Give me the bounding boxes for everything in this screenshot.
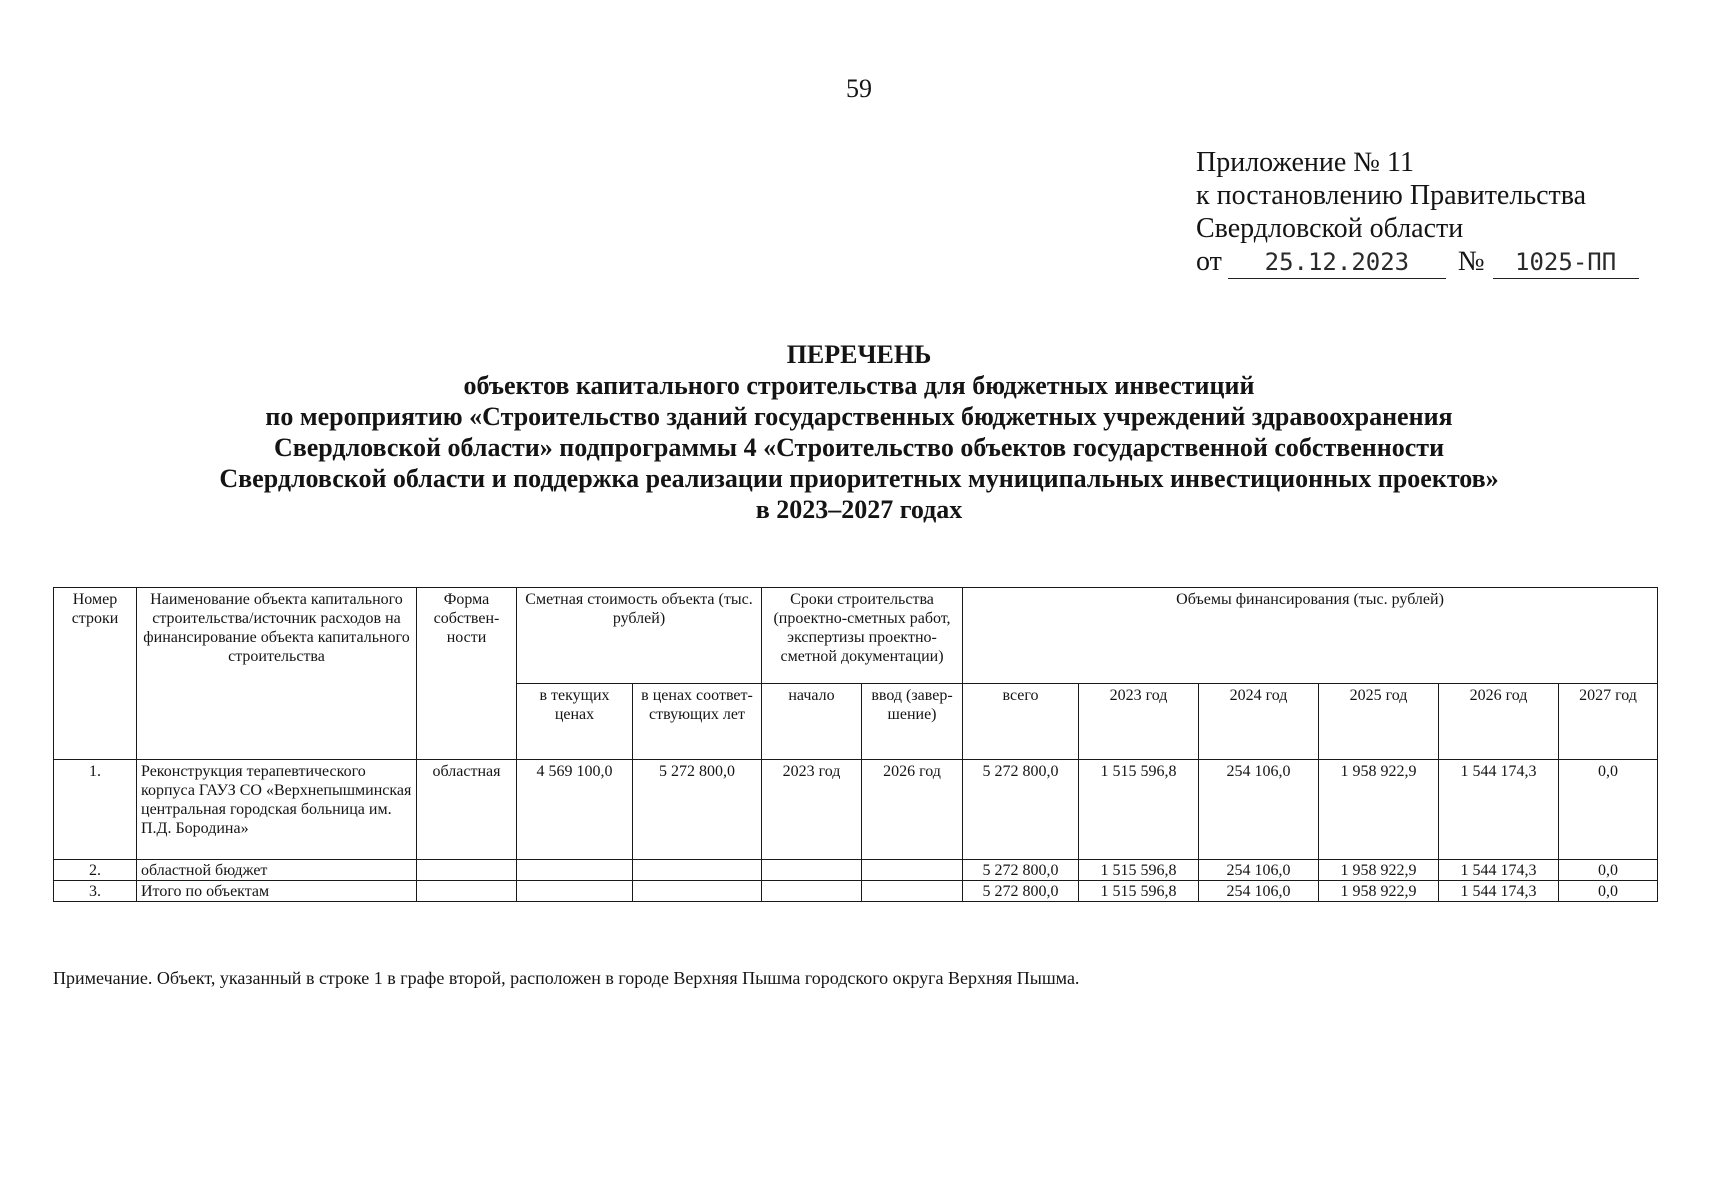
title-line-4: Свердловской области и поддержка реализации приоритетных муниципальных инвестиционных проектов» [219, 464, 1499, 493]
cell-2027: 0,0 [1559, 881, 1658, 902]
appendix-block [1196, 146, 1639, 279]
header-construction-period: Сроки строительства (проектно-сметных работ, экспертизы проектно-сметной документации) [762, 588, 963, 684]
cell-ownership [417, 860, 517, 881]
table-row [54, 881, 1658, 902]
cell-2026: 1 544 174,3 [1439, 760, 1559, 860]
cell-name: Итого по объектам [137, 881, 417, 902]
header-2026: 2026 год [1439, 684, 1559, 760]
cell-num: 3. [54, 881, 137, 902]
header-cost-respective: в ценах соответ-ствующих лет [633, 684, 762, 760]
header-2025: 2025 год [1319, 684, 1439, 760]
cell-2025: 1 958 922,9 [1319, 860, 1439, 881]
cell-num: 2. [54, 860, 137, 881]
from-label: от [1196, 246, 1222, 277]
cell-start [762, 881, 862, 902]
title-heading: ПЕРЕЧЕНЬ [786, 340, 932, 369]
cell-2024: 254 106,0 [1199, 881, 1319, 902]
header-2023: 2023 год [1079, 684, 1199, 760]
header-financing: Объемы финансирования (тыс. рублей) [963, 588, 1658, 684]
header-start: начало [762, 684, 862, 760]
cell-cost-current [517, 881, 633, 902]
header-2024: 2024 год [1199, 684, 1319, 760]
appendix-title: Приложение № 11 [1196, 147, 1414, 178]
objects-table [53, 587, 1658, 902]
resolution-number: 1025-ПП [1493, 248, 1639, 279]
cell-start: 2023 год [762, 760, 862, 860]
header-completion: ввод (завер-шение) [862, 684, 963, 760]
table-row [54, 860, 1658, 881]
title-line-1: объектов капитального строительства для бюджетных инвестиций [463, 371, 1255, 400]
appendix-region: Свердловской области [1196, 213, 1464, 244]
cell-num: 1. [54, 760, 137, 860]
appendix-resolution: к постановлению Правительства [1196, 180, 1587, 211]
cell-cost-current: 4 569 100,0 [517, 760, 633, 860]
cell-cost-current [517, 860, 633, 881]
cell-2027: 0,0 [1559, 860, 1658, 881]
cell-cost-respective [633, 881, 762, 902]
cell-2027: 0,0 [1559, 760, 1658, 860]
cell-start [762, 860, 862, 881]
cell-name: областной бюджет [137, 860, 417, 881]
cell-2023: 1 515 596,8 [1079, 760, 1199, 860]
cell-2024: 254 106,0 [1199, 860, 1319, 881]
cell-completion [862, 881, 963, 902]
header-2027: 2027 год [1559, 684, 1658, 760]
header-total: всего [963, 684, 1079, 760]
header-ownership: Форма собствен-ности [417, 588, 517, 760]
footnote: Примечание. Объект, указанный в строке 1 в графе второй, расположен в городе Верхняя Пышма городского округа Верхняя Пышма. [53, 968, 1080, 988]
cell-cost-respective [633, 860, 762, 881]
resolution-date: 25.12.2023 [1228, 248, 1446, 279]
cell-total: 5 272 800,0 [963, 760, 1079, 860]
cell-2026: 1 544 174,3 [1439, 881, 1559, 902]
number-label: № [1457, 246, 1485, 277]
cell-total: 5 272 800,0 [963, 881, 1079, 902]
document-title [0, 339, 1718, 525]
page-number: 59 [846, 74, 872, 103]
cell-name: Реконструкция терапевтического корпуса ГАУЗ СО «Верхнепышминская центральная городская больница им. П.Д. Бородина» [137, 760, 417, 860]
title-line-5: в 2023–2027 годах [755, 495, 963, 524]
cell-2023: 1 515 596,8 [1079, 860, 1199, 881]
cell-completion [862, 860, 963, 881]
header-row-number: Номер строки [54, 588, 137, 760]
title-line-3: Свердловской области» подпрограммы 4 «Строительство объектов государственной собственности [273, 433, 1445, 462]
cell-2025: 1 958 922,9 [1319, 881, 1439, 902]
cell-ownership [417, 881, 517, 902]
title-line-2: по мероприятию «Строительство зданий государственных бюджетных учреждений здравоохранения [265, 402, 1453, 431]
table-row [54, 760, 1658, 860]
cell-2026: 1 544 174,3 [1439, 860, 1559, 881]
header-cost-current: в текущих ценах [517, 684, 633, 760]
cell-2024: 254 106,0 [1199, 760, 1319, 860]
cell-completion: 2026 год [862, 760, 963, 860]
cell-2023: 1 515 596,8 [1079, 881, 1199, 902]
cell-ownership: областная [417, 760, 517, 860]
cell-cost-respective: 5 272 800,0 [633, 760, 762, 860]
cell-2025: 1 958 922,9 [1319, 760, 1439, 860]
appendix-date-line [1196, 245, 1639, 279]
header-object-name: Наименование объекта капитального строительства/источник расходов на финансирование объекта капитального строительства [137, 588, 417, 760]
header-estimated-cost: Сметная стоимость объекта (тыс. рублей) [517, 588, 762, 684]
cell-total: 5 272 800,0 [963, 860, 1079, 881]
